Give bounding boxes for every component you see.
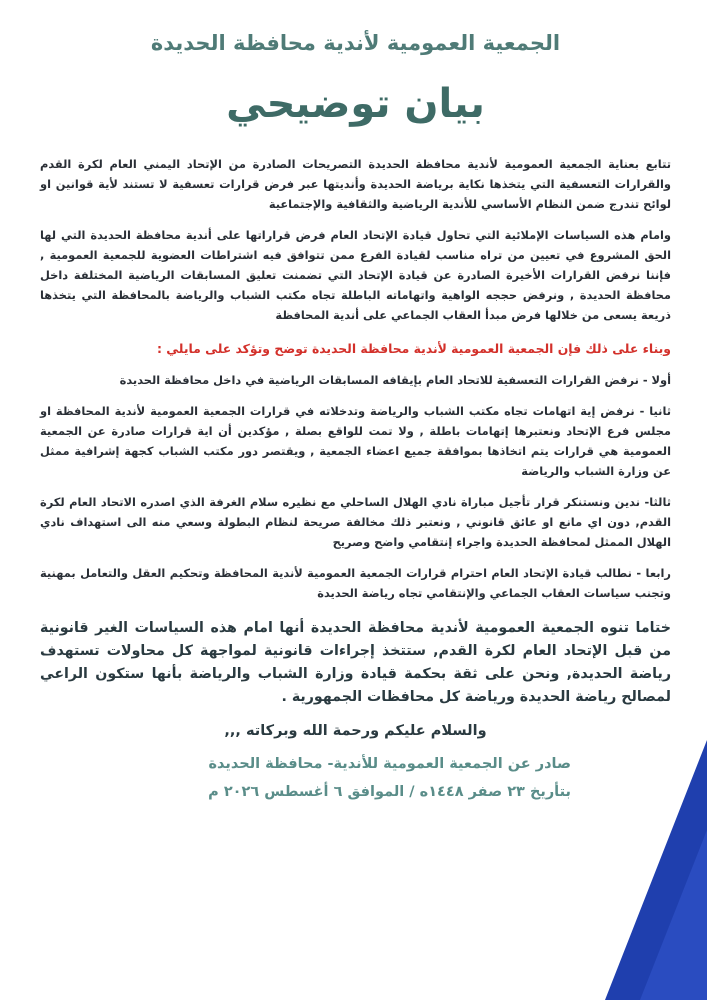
paragraph: وامام هذه السياسات الإملائية التي تحاول قيادة الإتحاد العام فرض قراراتها على أندية محافظة الحديدة التي لها الحق المشروع في تعيين من تراه مناسب لقيادة الفرع ممن تتوافق فيه اشتراطات العضوية للجمعية العمومية , فإننا نرفض القرارات الأخيرة الصادرة عن قيادة الإتحاد التي تضمنت تعليق المسابقات الرياضية المختلفة داخل محافظة الحديدة , ونرفض حججه الواهية واتهاماته الباطلة تجاه مكتب الشباب والرياضة بالمحافظة التي يتخذها ذريعة يسعى من خلالها فرض مبدأ العقاب الجماعي على أندية المحافظة [40, 228, 671, 322]
point-item: ثانيا - نرفض إية اتهامات تجاه مكتب الشباب والرياضة وتدخلاته في قرارات الجمعية العمومية لأندية المحافظة او مجلس فرع الإتحاد ونعتبرها إتهامات باطلة , ولا تمت للواقع بصلة , مؤكدين أن اية قرارات صادرة عن الجمعية العمومية هي قرارات يتم اتخاذها بموافقة جميع اعضاء الجمعية , ويقتصر دور مكتب الشباب كجهة إشرافية ممثل عن وزارة الشباب والرياضة [40, 404, 671, 478]
point-item: رابعا - نطالب قيادة الإتحاد العام احترام قرارات الجمعية العمومية لأندية المحافظة وتحكيم العقل والتعامل بمهنية وتجنب سياسات العقاب الجماعي والإنتقامي تجاه رياضة الحديدة [40, 566, 671, 600]
salutation: والسلام عليكم ورحمة الله وبركاته ,,, [224, 723, 487, 740]
closing-paragraph: ختاما تنوه الجمعية العمومية لأندية محافظة الحديدة أنها امام هذه السياسات الغير قانونية من قبل الإتحاد العام لكرة القدم, ستتخذ إجراءات قانونية لمواجهة كل محاولات تستهدف رياضة الحديدة, ونحن على ثقة بحكمة قيادة وزارة الشباب والرياضة بأنها ستكون الراعي لمصالح رياضة الحديدة ورياضة كل محافظات الجمهورية . [40, 620, 671, 705]
signature-issuer: صادر عن الجمعية العمومية للأندية- محافظة الحديدة [208, 756, 571, 773]
point-item: ثالثا- ندين ونستنكر قرار تأجيل مباراة نادي الهلال الساحلي مع نظيره سلام الغرفة الذي اصدره الاتحاد العام لكرة القدم, دون اي مانع او عائق قانوني , ونعتبر ذلك مخالفة صريحة لنظام البطولة وسعي منه الى استهداف نادي الهلال الممثل لمحافظة الحديدة واجراء إنتقامي واضح وصريح [40, 495, 671, 549]
organization-title: الجمعية العمومية لأندية محافظة الحديدة [150, 31, 561, 55]
paragraph: تتابع بعناية الجمعية العمومية لأندية محافظة الحديدة التصريحات الصادرة من الإتحاد اليمني العام لكرة القدم والقرارات التعسفية التي يتخذها نكاية برياضة الحديدة وأنديتها عبر فرض قرارات تعسفية لا تستند لأية قوانين او لوائح تندرج ضمن النظام الأساسي للأندية الرياضية والثقافية والإجتماعية [40, 157, 671, 211]
page-title: بيان توضيحي [226, 81, 485, 127]
signature-date: بتأريخ ٢٣ صفر ١٤٤٨ه / الموافق ٦ أغسطس ٢٠٢٦ م [208, 784, 571, 801]
point-item: أولا - نرفض القرارات التعسفية للاتحاد العام بإيقافه المسابقات الرياضية في داخل محافظة الحديدة [119, 373, 671, 387]
intro-statement: وبناء على ذلك فإن الجمعية العمومية لأندية محافظة الحديدة توضح وتؤكد على مايلي : [157, 341, 671, 356]
